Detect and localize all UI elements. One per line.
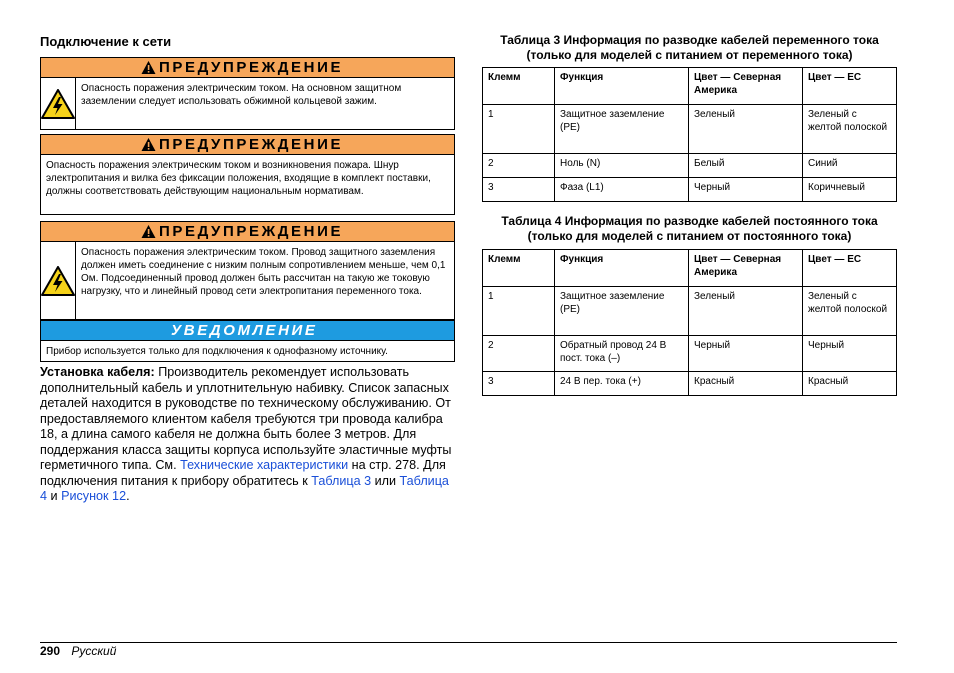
warning-box-1 <box>40 57 455 130</box>
table-cell: Ноль (N) <box>555 154 689 178</box>
install-lead: Установка кабеля: <box>40 365 155 379</box>
column-header: Цвет — Северная Америка <box>689 250 803 287</box>
warning-box-2 <box>40 134 455 215</box>
install-paragraph <box>40 365 455 505</box>
table-cell: Защитное заземление (PE) <box>555 105 689 154</box>
table-row <box>483 105 897 154</box>
column-header: Цвет — Северная Америка <box>689 68 803 105</box>
install-text: или <box>371 473 400 488</box>
table-cell: Черный <box>803 336 897 372</box>
table-cell: Фаза (L1) <box>555 178 689 202</box>
table-cell: 3 <box>483 372 555 396</box>
table-cell: Зеленый с желтой полоской <box>803 105 897 154</box>
footer <box>40 644 116 658</box>
caption-line: (только для моделей с питанием от постоянного тока) <box>527 229 852 243</box>
link-figure-12[interactable]: Рисунок 12 <box>61 489 127 503</box>
warning-label: ПРЕДУПРЕЖДЕНИЕ <box>159 59 344 76</box>
footer-rule <box>40 642 897 643</box>
table-cell: Обратный провод 24 В пост. тока (–) <box>555 336 689 372</box>
footer-language: Русский <box>71 644 117 658</box>
link-specifications[interactable]: Технические характеристики <box>180 458 349 472</box>
table-cell: Красный <box>803 372 897 396</box>
notice-header <box>41 321 454 341</box>
table-row <box>483 336 897 372</box>
caption-line: (только для моделей с питанием от переменного тока) <box>526 48 853 62</box>
table-cell: 1 <box>483 105 555 154</box>
link-table-4[interactable]: Таблица 4 <box>40 473 449 503</box>
column-header: Функция <box>555 250 689 287</box>
electrical-hazard-icon <box>41 89 75 119</box>
warning-triangle-icon <box>141 224 156 239</box>
table-cell: Черный <box>689 336 803 372</box>
notice-label: УВЕДОМЛЕНИЕ <box>171 322 318 339</box>
install-text: Производитель рекомендует использовать дополнительный кабель и уплотнительную набивку. Список запасных деталей находится в руководстве по техническому обслуживанию. От предоставляемого клиентом кабеля требуются три провода калибра 18, а длина самого кабеля не должна быть более 3 метров. Для поддержания класса защиты корпуса используйте эластичные муфты герметичного типа. См. <box>40 365 452 472</box>
warning-label: ПРЕДУПРЕЖДЕНИЕ <box>159 223 344 240</box>
column-header: Клемм <box>483 68 555 105</box>
table-cell: 2 <box>483 154 555 178</box>
electrical-hazard-icon-cell <box>41 78 76 129</box>
warning-triangle-icon <box>141 137 156 152</box>
column-header: Функция <box>555 68 689 105</box>
warning-text: Опасность поражения электрическим током. На основном защитном заземлении следует использовать обжимной кольцевой зажим. <box>81 83 402 107</box>
link-table-3[interactable]: Таблица 3 <box>311 473 372 488</box>
column-header: Цвет — ЕС <box>803 68 897 105</box>
table-cell: Коричневый <box>803 178 897 202</box>
warning-header <box>41 222 454 242</box>
table-cell: Синий <box>803 154 897 178</box>
warning-text: Опасность поражения электрическим током. Провод защитного заземления должен иметь соединение с низким полным сопротивлением меньше, чем 0,1 Ом. Подсоединенный провод должен быть рассчитан на такую же токовую нагрузку, что и линейный провод сети электропитания переменного тока. <box>81 247 446 297</box>
table-cell: 24 В пер. тока (+) <box>555 372 689 396</box>
table-cell: Черный <box>689 178 803 202</box>
caption-line: Таблица 3 Информация по разводке кабелей переменного тока <box>500 33 879 47</box>
table3 <box>482 67 897 202</box>
table-row <box>483 178 897 202</box>
install-text: и <box>47 489 62 503</box>
column-header: Цвет — ЕС <box>803 250 897 287</box>
page-number: 290 <box>40 644 61 658</box>
table-header-row <box>483 250 897 287</box>
install-text: на стр. 278. Для подключения питания к прибору обратитесь к <box>40 458 446 488</box>
table-cell: Зеленый <box>689 105 803 154</box>
warning-header <box>41 135 454 155</box>
table-header-row <box>483 68 897 105</box>
table4-caption <box>482 214 897 244</box>
notice-text: Прибор используется только для подключения к однофазному источнику. <box>46 346 388 357</box>
table-row <box>483 154 897 178</box>
table-cell: 3 <box>483 178 555 202</box>
table-cell: Белый <box>689 154 803 178</box>
table4 <box>482 249 897 396</box>
install-text: . <box>126 489 130 503</box>
warning-header <box>41 58 454 78</box>
notice-box <box>40 320 455 362</box>
warning-box-3 <box>40 221 455 320</box>
table-cell: 1 <box>483 287 555 336</box>
table-row <box>483 287 897 336</box>
table-cell: Зеленый с желтой полоской <box>803 287 897 336</box>
table3-caption <box>482 33 897 63</box>
table-cell: Защитное заземление (PE) <box>555 287 689 336</box>
table-cell: Зеленый <box>689 287 803 336</box>
table-cell: Красный <box>689 372 803 396</box>
table-row <box>483 372 897 396</box>
electrical-hazard-icon <box>41 266 75 296</box>
caption-line: Таблица 4 Информация по разводке кабелей постоянного тока <box>501 214 878 228</box>
warning-text: Опасность поражения электрическим током и возникновения пожара. Шнур электропитания и вилка без фиксации положения, входящие в комплект поставки, должны соответствовать действующим национальным нормативам. <box>46 160 431 197</box>
column-header: Клемм <box>483 250 555 287</box>
table-cell: 2 <box>483 336 555 372</box>
warning-triangle-icon <box>141 60 156 75</box>
warning-label: ПРЕДУПРЕЖДЕНИЕ <box>159 136 344 153</box>
electrical-hazard-icon-cell <box>41 242 76 319</box>
section-title: Подключение к сети <box>40 34 172 49</box>
